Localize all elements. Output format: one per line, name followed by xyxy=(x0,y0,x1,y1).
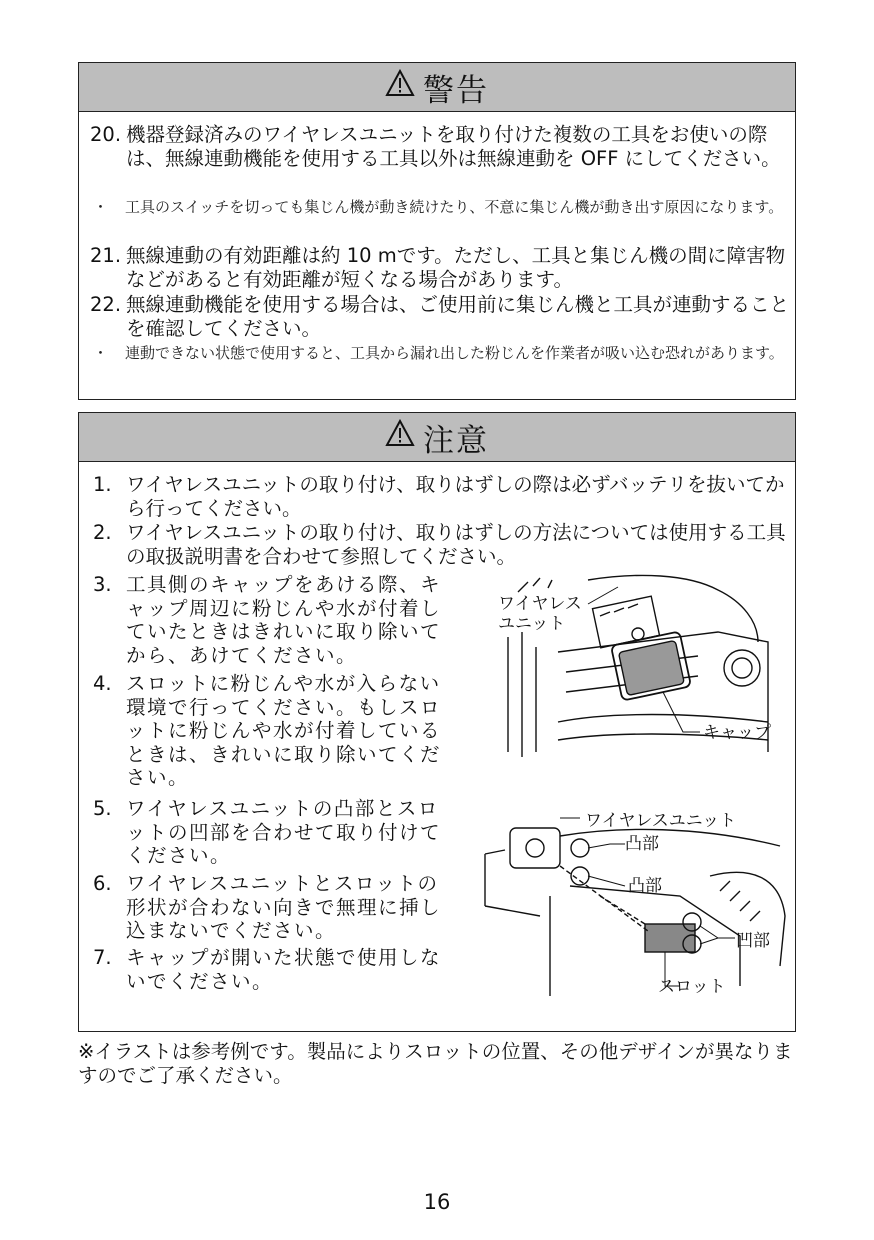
label-wireless-1: ワイヤレス xyxy=(498,594,582,614)
cap-illustration xyxy=(488,572,788,762)
caution-item-7: 7. キャップが開いた状態で使用しないでください。 xyxy=(93,946,442,993)
label-convex-2: 凸部 xyxy=(628,876,662,896)
warning-item-20: 20. 機器登録済みのワイヤレスユニットを取り付けた複数の工具をお使いの際は、無線連動機能を使用する工具以外は無線連動を OFF にしてください。 xyxy=(90,123,781,170)
warning-title: 警告 xyxy=(423,72,489,109)
label-wireless-2: ユニット xyxy=(498,614,566,634)
page-number: 16 xyxy=(423,1190,451,1214)
caution-item-3: 3. 工具側のキャップをあける際、キャップ周辺に粉じんや水が付着していたときはきれいに取り除いてから、あけてください。 xyxy=(93,573,442,667)
label-slot: スロット xyxy=(658,977,726,997)
warning-note-1: ・ 工具のスイッチを切っても集じん機が動き続けたり、不意に集じん機が動き出す原因になります。 xyxy=(93,198,784,216)
slot-illustration xyxy=(480,806,790,1000)
caution-item-6: 6. ワイヤレスユニットとスロットの形状が合わない向きで無理に挿し込まないでください。 xyxy=(93,872,442,942)
label-cap: キャップ xyxy=(703,723,771,743)
warning-triangle-icon xyxy=(385,69,415,105)
label-convex-1: 凸部 xyxy=(625,834,659,854)
warning-header xyxy=(79,63,795,112)
label-wireless-unit: ワイヤレスユニット xyxy=(585,811,737,831)
caution-item-2: 2. ワイヤレスユニットの取り付け、取りはずしの方法については使用する工具の取扱説明書を合わせて参照してください。 xyxy=(93,521,786,568)
caution-triangle-icon xyxy=(385,419,415,455)
warning-note-2: ・ 連動できない状態で使用すると、工具から漏れ出した粉じんを作業者が吸い込む恐れがあります。 xyxy=(93,344,784,362)
warning-item-21: 21. 無線連動の有効距離は約 10 mです。ただし、工具と集じん機の間に障害物などがあると有効距離が短くなる場合があります。 xyxy=(90,244,786,291)
footnote: ※イラストは参考例です。製品によりスロットの位置、その他デザインが異なりますのでご了承ください。 xyxy=(78,1040,793,1087)
caution-item-4: 4. スロットに粉じんや水が入らない環境で行ってください。もしスロットに粉じんや水が付着しているときは、きれいに取り除いてください。 xyxy=(93,672,442,789)
caution-item-5: 5. ワイヤレスユニットの凸部とスロットの凹部を合わせて取り付けてください。 xyxy=(93,797,442,867)
warning-item-22: 22. 無線連動機能を使用する場合は、ご使用前に集じん機と工具が連動することを確認してください。 xyxy=(90,293,790,340)
caution-item-1: 1. ワイヤレスユニットの取り付け、取りはずしの際は必ずバッテリを抜いてから行ってください。 xyxy=(93,473,785,520)
caution-title: 注意 xyxy=(423,422,489,459)
caution-header xyxy=(79,413,795,462)
label-concave: 凹部 xyxy=(736,931,770,951)
